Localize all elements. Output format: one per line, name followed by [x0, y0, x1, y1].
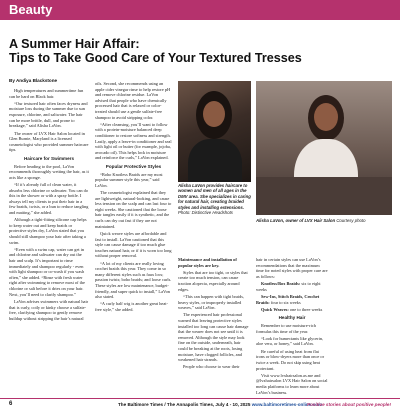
- paragraph: “After cleansing, you’ll want to follow with a protein-moisture balanced deep conditioner to restore softness and strength. Lastly, apply a leave-in conditioner and seal with light oil or butter (for example, jojoba, avocado oil). This helps lock in moisture and reinforce the curls,” LaVon explained.: [95, 121, 172, 161]
- paragraph: oils. Second, she recommends using an apple cider vinegar rinse to help restore pH and remove chlorine residue. LaVon advised that people who have chemically processed hair that is relaxed or color-treated should use a gentle sulfate-free shampoo to avoid stripping color.: [95, 81, 171, 120]
- paragraph: Before heading to the pool, LaVon recommends thoroughly wetting the hair, as it acts like a sponge.: [9, 163, 89, 180]
- photo-stylist-portrait: [178, 81, 251, 182]
- article-column-4: [256, 257, 328, 397]
- paragraph: Styles that are too tight, or styles that create too much tension, can cause traction alopecia, especially around edges.: [178, 269, 248, 292]
- paragraph: “Boho Knotless Braids are my most popular summer style this year,” said LaVon.: [95, 171, 163, 188]
- photo-salon-owner: [256, 81, 392, 215]
- subhead-swimmers: Haircare for Swimmers: [23, 155, 75, 161]
- paragraph: “A lot of my clients are really loving crochet braids this year. They come in so many different styles such as faux locs; passion twists; boho braids; and loose curls. These styles are low maintenance, budget-friendly, and super quick to install,” LaVon also stated.: [95, 260, 172, 300]
- style-duration-item: [256, 281, 328, 292]
- headline-line-1: A Summer Hair Affair:: [9, 37, 140, 51]
- website-link[interactable]: www.baltimoretimes-online.com: [251, 402, 322, 407]
- subhead-healthy-hair: Healthy Hair: [278, 315, 306, 321]
- paragraph: “Even with a swim cap, water can get in and chlorine and saltwater can dry out the hair and scalp. It’s important to rinse immediately and shampoo regularly - even with light shampoo or co-wash if you wash often,” she added. “Rinse with fresh water right after swimming to remove most of the chlorine or salt before it dries on your hair. Next, you’ll need to clarify shampoo.”: [9, 246, 85, 297]
- item-value: six to eight weeks: [256, 281, 321, 292]
- paragraph: Visit www.lvxhairsalon.as.me and @lvxhairsalon LVX Hair Salon on social media platforms to learn more about LaVon’s business.: [256, 372, 328, 395]
- caption-text: Alisha LaVon provides haircare to women and men of all ages in the DMV area. She specializes in caring for natural hair, creating braided styles and installing extensions.: [178, 183, 251, 210]
- caption-credit: Courtesy photo: [336, 218, 366, 223]
- style-duration-item: [256, 294, 328, 305]
- page-number: 6: [9, 401, 13, 407]
- item-value: one to three weeks: [289, 306, 323, 312]
- article-column-1: [9, 88, 89, 323]
- paragraph: LaVon advises swimmers with natural hair that is curly, coily or kinky choose a sulfate-free, clarifying shampoo to gently remove buildup without stripping the hair’s natural: [9, 298, 89, 321]
- item-label: Sew-Ins, Stitch Braids, Crochet Braids:: [256, 293, 320, 305]
- photo-caption-left: [178, 183, 251, 215]
- paragraph: “If it’s already full of clean water, it absorbs less chlorine or saltwater. You can do this in the shower or with a spray bottle. I always tell my clients to put their hair in a few braids, twists, or a bun to reduce tangling and matting,” she added.: [9, 181, 89, 215]
- item-value: four to six weeks: [270, 299, 301, 305]
- subhead-protective-styles: Popular Protective Styles: [105, 164, 162, 169]
- footer-tagline: Positive stories about positive people!: [307, 402, 391, 407]
- footer-divider: [0, 398, 400, 399]
- paragraph: People who choose to wear their: [183, 364, 240, 370]
- paragraph: “Look for humectants like glycerin, aloe vera, or honey,” said LaVon.: [256, 335, 324, 347]
- section-header-bar: [0, 0, 400, 20]
- paragraph: “This can happen with tight braids, heavy styles, or improperly installed weaves,” said LaVon.: [178, 293, 245, 311]
- item-label: Quick Weaves:: [261, 306, 289, 312]
- paragraph: Remember to use moisture-rich formulas this time of the year.: [256, 323, 316, 334]
- section-label: Beauty: [9, 2, 53, 17]
- paragraph: The experienced hair professional warned that leaving protective styles installed too long can cause hair damage that the wearer does not see until it is removed. Although the style may look fine on the outside, underneath, hair could be breaking at the roots, losing moisture, have clogged follicles, and weakened hair strands.: [178, 312, 249, 363]
- byline: By Andiya Blackstone: [9, 78, 58, 83]
- caption-text: Alisha LaVon, owner of LVX Hair Salon: [256, 218, 336, 223]
- article-column-3: [178, 257, 250, 372]
- paragraph: Although a tight-fitting silicone cap helps to keep water out and keep braids or protective styles dry, LaVon stated that you should still shampoo your hair after taking a swim.: [9, 217, 87, 245]
- paragraph: hair in certain styles can use LaVon’s recommendations that the maximum time for noted styles with proper care are as follows:: [256, 257, 328, 279]
- article-column-2: [95, 81, 172, 314]
- page-footer: [0, 400, 400, 410]
- caption-credit: Photo: Distinctive Headshots: [178, 210, 233, 216]
- subhead-maintenance: Maintenance and installation of popular styles are key.: [178, 257, 237, 268]
- article-headline: [9, 37, 394, 65]
- publication-info: [118, 402, 322, 407]
- paragraph: Be careful of using heat from flat irons or blow-dryers more than once or twice a week. Do not skip using heat protectant.: [256, 348, 325, 371]
- paragraph: “Our textured hair often faces dryness and moisture loss during the summer due to sun exposure, chlorine, and saltwater. The hair can be more brittle, dull, and prone to breakage,” said Alisha LaVon.: [9, 100, 88, 129]
- paragraph: The cosmetologist explained that they are lightweight, natural-looking, and cause less tension on the scalp and can last four to eight weeks. She cautioned that the loose hair tangles easily if it is synthetic, and the curls can dry out fast if they are not maintained.: [95, 190, 172, 229]
- paragraph: Quick weave styles are affordable and fast to install. LaVon cautioned that this style can cause damage if too much glue touches natural hair, or if it is worn too long without proper removal.: [95, 230, 172, 259]
- photo-caption-right: [256, 218, 392, 223]
- paragraph: The owner of LVX Hair Salon located in Glen Burnie, Maryland is a licensed cosmetologist who provided summer haircare tips.: [9, 130, 89, 153]
- headline-line-2: Tips to Take Good Care of Your Textured Tresses: [9, 51, 302, 65]
- style-duration-item: [256, 307, 328, 313]
- publication-name: The Baltimore Times / The Annapolis Times, July 4 - 10, 2025: [118, 402, 251, 407]
- paragraph: High temperatures and summertime fun can be hard on Black hair.: [9, 88, 84, 99]
- item-label: Knotless/Box Braids:: [261, 281, 301, 287]
- paragraph: “A curly half wig is another great heat-free style,” she added.: [95, 301, 168, 312]
